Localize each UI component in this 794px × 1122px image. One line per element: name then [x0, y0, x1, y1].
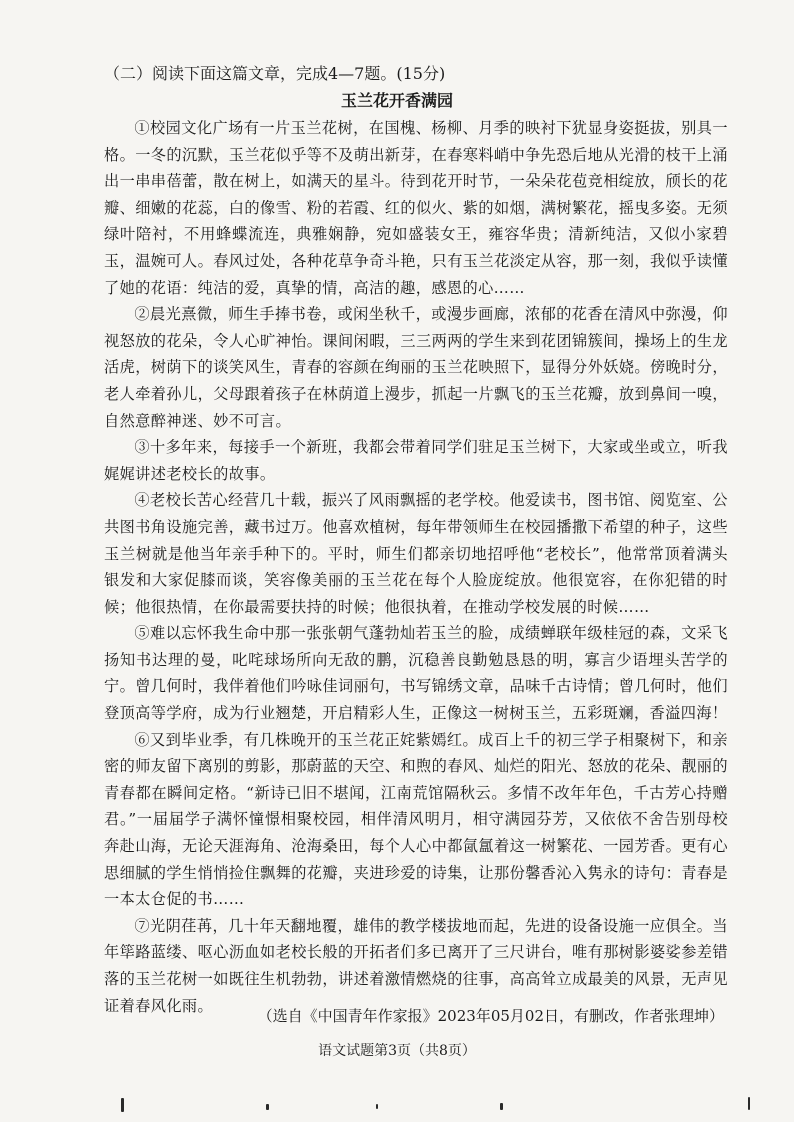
paragraph-2: ②晨光熹微，师生手捧书卷，或闲坐秋千，或漫步画廊，浓郁的花香在清风中弥漫，仰视怒放的花朵，令人心旷神怡。课间闲暇，三三两两的学生来到花团锦簇间，操场上的生龙活虎，树荫下的谈笑风生，青春的容颜在绚丽的玉兰花映照下，显得分外妖娆。傍晚时分，老人牵着孙儿，父母跟着孩子在林荫道上漫步，抓起一片飘飞的玉兰花瓣，放到鼻间一嗅，自然意醉神迷、妙不可言。	[104, 305, 728, 430]
paragraph-1: ①校园文化广场有一片玉兰花树，在国槐、杨柳、月季的映衬下犹显身姿挺拔，别具一格。一冬的沉默，玉兰花似乎等不及萌出新芽，在春寒料峭中争先恐后地从光滑的枝干上涌出一串串蓓蕾，散在树上，如满天的星斗。待到花开时节，一朵朵花苞竞相绽放，颀长的花瓣、细嫩的花蕊，白的像雪、粉的若霞、红的似火、紫的如烟，满树繁花，摇曳多姿。无须绿叶陪衬，不用蜂蝶流连，典雅娴静，宛如盛装女王，雍容华贵；清新纯洁，又似小家碧玉，温婉可人。春风过处，各种花草争奇斗艳，只有玉兰花淡定从容，那一刻，我似乎读懂了她的花语：纯洁的爱，真挚的情，高洁的趣，感恩的心……	[104, 119, 728, 297]
source-citation: （选自《中国青年作家报》2023年05月02日，有删改，作者张理坤）	[257, 1007, 724, 1025]
paragraph-4: ④老校长苦心经营几十载，振兴了风雨飘摇的老学校。他爱读书，图书馆、阅览室、公共图书角设施完善，藏书过万。他喜欢植树，每年带领师生在校园播撒下希望的种子，这些玉兰树就是他当年亲手种下的。平时，师生们都亲切地招呼他“老校长”，他常常顶着满头银发和大家促膝而谈，笑容像美丽的玉兰花在每个人脸庞绽放。他很宽容，在你犯错的时候；他很热情，在你最需要扶持的时候；他很执着，在推动学校发展的时候……	[104, 491, 728, 616]
scan-speck	[266, 1104, 269, 1110]
paragraph-5: ⑤难以忘怀我生命中那一张张朝气蓬勃灿若玉兰的脸，成绩蝉联年级桂冠的森，文采飞扬知书达理的曼，叱咤球场所向无敌的鹏，沉稳善良勤勉恳恳的明，寡言少语埋头苦学的宁。曾几何时，我伴着他们吟咏佳词丽句，书写锦绣文章，品味千古诗情；曾几何时，他们登顶高等学府，成为行业翘楚，开启精彩人生，正像这一树树玉兰，五彩斑斓，香溢四海！	[104, 624, 728, 723]
section-heading: （二）阅读下面这篇文章，完成4—7题。(15分)	[104, 64, 446, 83]
paragraph-6: ⑥又到毕业季，有几株晚开的玉兰花正姹紫嫣红。成百上千的初三学子相聚树下，和亲密的师友留下离别的剪影，那蔚蓝的天空、和煦的春风、灿烂的阳光、怒放的花朵、靓丽的青春都在瞬间定格。“新诗已旧不堪闻，江南荒馆隔秋云。多情不改年年色，千古芳心持赠君。”一届届学子满怀憧憬相聚校园，相伴清风明月，相守满园芬芳，又依依不舍告别母校奔赴山海，无论天涯海角、沧海桑田，每个人心中都氤氲着这一树繁花、一园芳香。更有心思细腻的学生悄悄捡住飘舞的花瓣，夹进珍爱的诗集，让那份馨香沁入隽永的诗句：青春是一本太仓促的书……	[104, 730, 728, 909]
scan-speck	[121, 1098, 124, 1112]
paragraph-7: ⑦光阴荏苒，几十年天翻地覆，雄伟的教学楼拔地而起，先进的设备设施一应俱全。当年筚路蓝缕、呕心沥血如老校长般的开拓者们多已离开了三尺讲台，唯有那树影婆娑参差错落的玉兰花树一如既往生机勃勃，讲述着激情燃烧的往事，高高耸立成最美的风景，无声见证着春风化雨。	[104, 916, 728, 1015]
article-body	[104, 115, 728, 1019]
page-footer: 语文试题第3页（共8页）	[318, 1043, 476, 1059]
scan-speck	[748, 1097, 750, 1110]
paragraph-3: ③十多年来，每接手一个新班，我都会带着同学们驻足玉兰树下，大家或坐或立，听我娓娓讲述老校长的故事。	[104, 438, 728, 483]
scan-speck	[500, 1103, 503, 1110]
scan-speck	[376, 1104, 378, 1109]
article-title: 玉兰花开香满园	[340, 91, 453, 110]
